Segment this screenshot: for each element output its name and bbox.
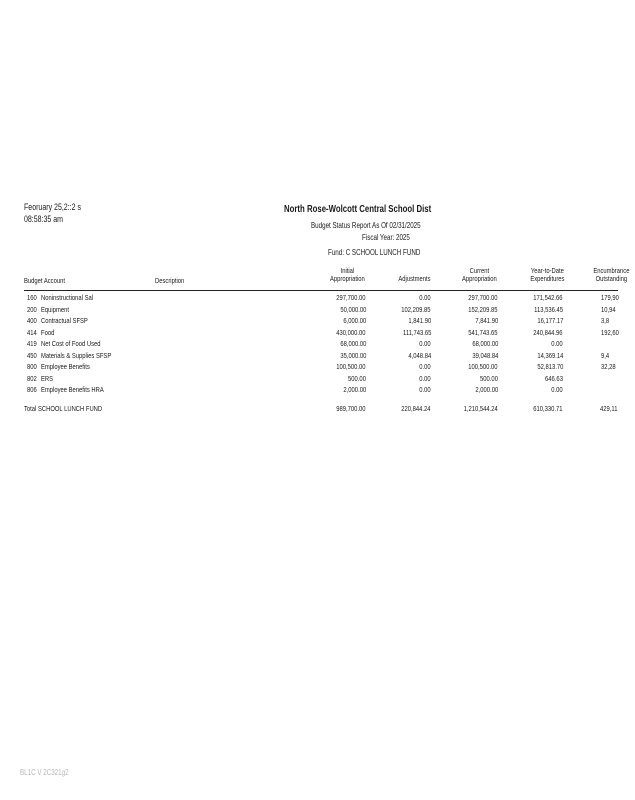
total-initial: 989,700.00 <box>336 404 366 413</box>
row-adjustments: 0.00 <box>419 362 431 371</box>
row-ytd: 52,813.70 <box>536 362 563 371</box>
row-ytd: 14,369.14 <box>536 350 563 360</box>
col-ytd-line2: Expenditures <box>530 274 565 283</box>
row-code: 200 <box>27 304 37 314</box>
header-rule <box>24 290 618 291</box>
table-row <box>0 328 618 339</box>
row-code: 806 <box>27 385 37 394</box>
row-code: 419 <box>27 339 37 348</box>
row-code: 802 <box>27 373 37 383</box>
row-initial: 297,700.00 <box>336 293 366 302</box>
row-code: 160 <box>27 293 37 302</box>
row-account: Noninstructional Sal <box>41 293 94 302</box>
row-adjustments: 1,841.90 <box>408 316 431 325</box>
row-initial: 68,000.00 <box>339 339 366 348</box>
fund-label: Fund: C SCHOOL LUNCH FUND <box>328 248 421 257</box>
total-adjustments: 220,844.24 <box>401 404 431 413</box>
row-current: 2,000.00 <box>475 385 498 394</box>
row-encumbrance: 32,28 <box>601 362 616 371</box>
row-account: Employee Benefits HRA <box>41 385 104 394</box>
row-ytd: 240,844.96 <box>533 327 563 337</box>
row-account: Contractual SFSP <box>41 316 88 325</box>
table-row <box>0 316 618 327</box>
row-code: 414 <box>27 327 37 337</box>
row-account: ERS <box>41 373 54 383</box>
row-encumbrance: 10,94 <box>601 304 616 314</box>
row-encumbrance: 179,90 <box>601 293 619 302</box>
row-code: 800 <box>27 362 37 371</box>
row-current: 541,743.65 <box>468 327 498 337</box>
row-ytd: 646.63 <box>545 373 563 383</box>
row-current: 297,700.00 <box>468 293 498 302</box>
row-current: 7,841.90 <box>475 316 498 325</box>
table-row <box>0 339 618 350</box>
row-ytd: 0.00 <box>551 385 563 394</box>
row-adjustments: 0.00 <box>419 293 431 302</box>
table-row <box>0 305 618 316</box>
row-encumbrance: 192,60 <box>601 327 619 337</box>
row-initial: 35,000.00 <box>339 350 366 360</box>
row-adjustments: 0.00 <box>419 373 431 383</box>
row-encumbrance: 3,8 <box>601 316 610 325</box>
district-title: North Rose-Wolcott Central School Dist <box>284 204 432 215</box>
col-ytd-line1: Year-to-Date <box>530 266 564 275</box>
row-code: 400 <box>27 316 37 325</box>
report-time: 08:58:35 am <box>24 214 64 224</box>
row-current: 500.00 <box>480 373 498 383</box>
col-initial-line2: Appropriation <box>329 274 365 283</box>
row-account: Food <box>41 327 55 337</box>
row-encumbrance: 9,4 <box>601 350 610 360</box>
col-current <box>456 267 503 283</box>
row-ytd: 0.00 <box>551 339 563 348</box>
col-description: Description <box>155 276 185 285</box>
row-adjustments: 111,743.65 <box>402 327 431 337</box>
report-subtitle: Budget Status Report As Of 02/31/2025 <box>311 221 421 230</box>
row-code: 450 <box>27 350 37 360</box>
row-initial: 6,000.00 <box>343 316 366 325</box>
row-account: Materials & Supplies SFSP <box>41 350 112 360</box>
col-encumbrance <box>588 267 635 283</box>
row-current: 68,000.00 <box>471 339 498 348</box>
row-initial: 430,000.00 <box>336 327 366 337</box>
footer-code: BL1C V 2C321g2 <box>20 768 69 777</box>
col-initial <box>324 267 371 283</box>
table-row <box>0 293 618 304</box>
total-current: 1,210,544.24 <box>463 404 498 413</box>
col-ytd <box>524 267 571 283</box>
col-current-line1: Current <box>469 266 490 275</box>
total-row <box>0 404 618 415</box>
row-current: 100,500.00 <box>468 362 498 371</box>
total-ytd: 610,330.71 <box>533 404 563 413</box>
col-budget-account: Budget Account <box>24 276 65 285</box>
col-encumbrance-line2: Outstanding <box>595 274 628 283</box>
row-account: Equipment <box>41 304 69 314</box>
row-ytd: 113,536.45 <box>534 304 563 314</box>
row-initial: 2,000.00 <box>343 385 366 394</box>
col-encumbrance-line1: Encumbrance <box>593 266 630 275</box>
col-adjustments: Adjustments <box>398 274 431 283</box>
row-account: Net Cost of Food Used <box>41 339 101 348</box>
row-current: 39,048.84 <box>471 350 498 360</box>
row-initial: 100,500.00 <box>336 362 366 371</box>
row-adjustments: 0.00 <box>419 339 431 348</box>
row-adjustments: 4,048.84 <box>408 350 431 360</box>
row-ytd: 16,177.17 <box>536 316 563 325</box>
table-row <box>0 385 618 396</box>
col-current-line2: Appropriation <box>461 274 497 283</box>
fiscal-year: Fiscal Year: 2025 <box>362 233 410 242</box>
row-adjustments: 102,209.85 <box>401 304 431 314</box>
row-initial: 50,000.00 <box>339 304 366 314</box>
row-ytd: 171,542.66 <box>533 293 563 302</box>
table-row <box>0 362 618 373</box>
total-label: Total SCHOOL LUNCH FUND <box>24 404 103 413</box>
row-adjustments: 0.00 <box>419 385 431 394</box>
row-initial: 500.00 <box>348 373 366 383</box>
col-initial-line1: Initial <box>340 266 355 275</box>
table-row <box>0 351 618 362</box>
report-date: Feoruary 25,2::2 s <box>24 202 81 212</box>
row-current: 152,209.85 <box>468 304 498 314</box>
row-account: Employee Benefits <box>41 362 90 371</box>
table-row <box>0 374 618 385</box>
total-encumbrance: 429,11 <box>600 404 618 413</box>
